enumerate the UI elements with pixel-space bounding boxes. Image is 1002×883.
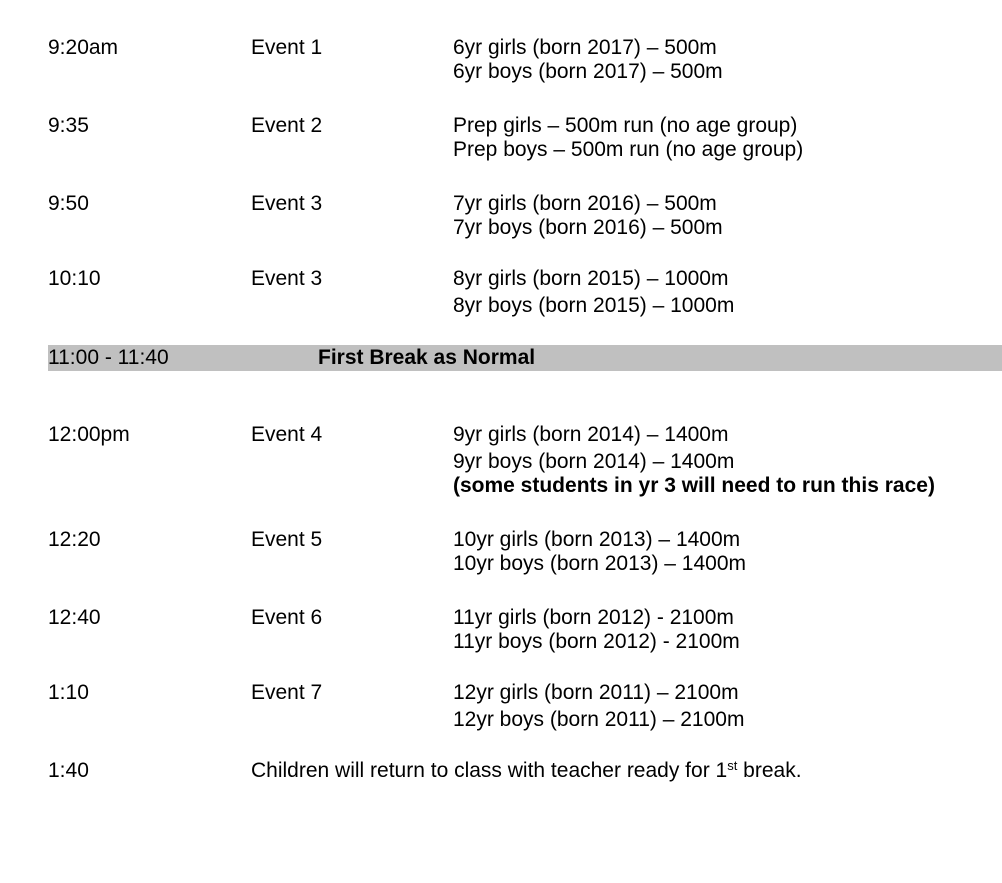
event-1-line-1: 6yr girls (born 2017) – 500m [453,36,717,59]
event-7-line-1: 12yr girls (born 2011) – 2100m [453,681,739,704]
closing-text-after: break. [737,759,802,782]
event-6-label: Event 6 [251,606,323,629]
break-title: First Break as Normal [318,346,536,369]
event-6-line-2: 11yr boys (born 2012) - 2100m [453,630,740,653]
event-4-line-1: 9yr girls (born 2014) – 1400m [453,423,729,446]
event-2-time: 9:35 [48,114,89,137]
event-5-time: 12:20 [48,528,101,551]
closing-message [251,759,802,783]
event-6-time: 12:40 [48,606,101,629]
closing-time: 1:40 [48,759,89,782]
event-4-note: (some students in yr 3 will need to run this race) [453,474,935,497]
event-1-line-2: 6yr boys (born 2017) – 500m [453,60,723,83]
event-1-label: Event 1 [251,36,323,59]
closing-text-before: Children will return to class with teacher ready for 1 [251,759,728,782]
event-2-line-2: Prep boys – 500m run (no age group) [453,138,804,161]
event-2-line-1: Prep girls – 500m run (no age group) [453,114,798,137]
event-7-label: Event 7 [251,681,323,704]
event-3b-line-1: 8yr girls (born 2015) – 1000m [453,267,729,290]
event-3-time: 9:50 [48,192,89,215]
event-3b-time: 10:10 [48,267,101,290]
event-3-line-2: 7yr boys (born 2016) – 500m [453,216,723,239]
event-3b-line-2: 8yr boys (born 2015) – 1000m [453,294,735,317]
event-7-time: 1:10 [48,681,89,704]
event-7-line-2: 12yr boys (born 2011) – 2100m [453,708,745,731]
event-3-line-1: 7yr girls (born 2016) – 500m [453,192,717,215]
closing-superscript: st [727,758,738,773]
event-6-line-1: 11yr girls (born 2012) - 2100m [453,606,734,629]
event-5-label: Event 5 [251,528,323,551]
event-2-label: Event 2 [251,114,323,137]
event-4-line-2: 9yr boys (born 2014) – 1400m [453,450,735,473]
event-4-label: Event 4 [251,423,323,446]
event-3-label: Event 3 [251,192,323,215]
event-3b-label: Event 3 [251,267,323,290]
event-4-time: 12:00pm [48,423,130,446]
break-time: 11:00 - 11:40 [48,346,169,369]
event-5-line-1: 10yr girls (born 2013) – 1400m [453,528,741,551]
event-5-line-2: 10yr boys (born 2013) – 1400m [453,552,747,575]
event-1-time: 9:20am [48,36,119,59]
break-highlight-bar [48,345,1002,371]
